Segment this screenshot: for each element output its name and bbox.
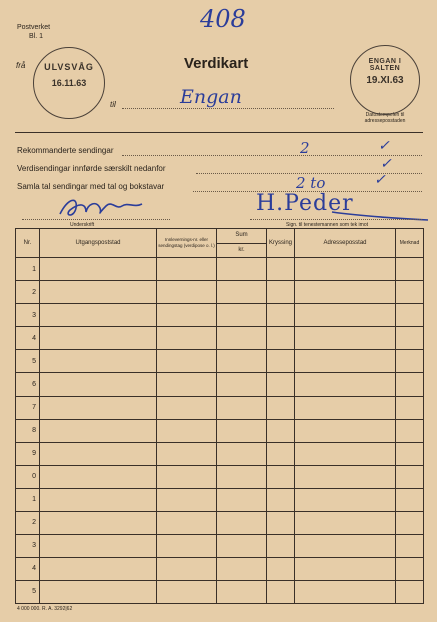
print-code: 4 000 000. R. A. 3292|62 xyxy=(17,606,73,612)
postmark-right-date: 19.XI.63 xyxy=(366,75,404,86)
col-header-crossing: Kryssing xyxy=(267,229,295,258)
table-row xyxy=(16,327,424,350)
sender-signature-line xyxy=(22,219,170,220)
table-cell xyxy=(295,373,396,396)
serial-number: 408 xyxy=(200,5,246,33)
table-cell xyxy=(217,396,267,419)
table-cell xyxy=(217,534,267,557)
table-cell xyxy=(396,419,424,442)
receiver-signature-caption: Sign. til tenestemannen som tek imot xyxy=(286,222,368,228)
table-cell xyxy=(295,442,396,465)
table-cell xyxy=(295,534,396,557)
table-cell xyxy=(217,442,267,465)
table-cell xyxy=(267,488,295,511)
table-cell xyxy=(295,304,396,327)
row-number: 3 xyxy=(16,304,40,327)
table-row xyxy=(16,488,424,511)
table-cell xyxy=(295,511,396,534)
postmark-left-place: ULVSVÅG xyxy=(44,62,94,72)
table-cell xyxy=(157,488,217,511)
table-cell xyxy=(267,304,295,327)
table-cell xyxy=(396,511,424,534)
row-number: 4 xyxy=(16,327,40,350)
table-cell xyxy=(396,327,424,350)
table-cell xyxy=(40,304,157,327)
receiver-signature: H.Peder xyxy=(256,191,354,216)
table-cell xyxy=(267,511,295,534)
table-cell xyxy=(157,557,217,580)
signature-stroke xyxy=(330,204,430,224)
table-cell xyxy=(40,580,157,603)
table-cell xyxy=(295,281,396,304)
table-cell xyxy=(157,373,217,396)
table-cell xyxy=(40,511,157,534)
table-cell xyxy=(267,327,295,350)
table-cell xyxy=(217,419,267,442)
check-mark-icon: ✓ xyxy=(374,172,386,188)
table-row xyxy=(16,304,424,327)
check-mark-icon: ✓ xyxy=(378,138,390,154)
table-cell xyxy=(295,350,396,373)
summary-value-total: 2 to xyxy=(296,174,326,192)
row-number: 1 xyxy=(16,488,40,511)
table-cell xyxy=(157,442,217,465)
table-cell xyxy=(396,281,424,304)
table-cell xyxy=(40,258,157,281)
table-row xyxy=(16,373,424,396)
table-cell xyxy=(217,580,267,603)
table-cell xyxy=(40,557,157,580)
table-row xyxy=(16,465,424,488)
check-mark-icon: ✓ xyxy=(380,156,392,172)
table-cell xyxy=(267,580,295,603)
col-header-destination: Adresseposstad xyxy=(295,229,396,258)
sender-signature-caption: Underskrift xyxy=(70,222,95,228)
table-row xyxy=(16,419,424,442)
table-row xyxy=(16,258,424,281)
date-stamp-note: Datostempelen til adresseposstaden xyxy=(364,112,406,124)
row-number: 2 xyxy=(16,511,40,534)
col-header-registration: Innlevernings-nr. eller sendingstag (verdipose o. l.) xyxy=(157,229,217,258)
form-id: Bl. 1 xyxy=(29,33,44,40)
summary-value-registered: 2 xyxy=(300,139,310,157)
table-cell xyxy=(295,419,396,442)
summary-label-registered: Rekommanderte sendingar xyxy=(17,146,114,155)
table-cell xyxy=(40,419,157,442)
table-row xyxy=(16,580,424,603)
table-cell xyxy=(396,465,424,488)
table-row xyxy=(16,534,424,557)
row-number: 5 xyxy=(16,580,40,603)
items-table xyxy=(15,228,424,604)
from-label: frå xyxy=(16,61,26,70)
table-cell xyxy=(40,373,157,396)
table-cell xyxy=(217,304,267,327)
table-cell xyxy=(157,304,217,327)
table-row xyxy=(16,350,424,373)
col-header-remarks: Merknad xyxy=(396,229,424,258)
col-header-sum: Sum xyxy=(217,229,267,244)
table-cell xyxy=(217,258,267,281)
table-cell xyxy=(40,488,157,511)
row-number: 2 xyxy=(16,281,40,304)
receiver-signature-line xyxy=(250,219,422,220)
row-number: 0 xyxy=(16,465,40,488)
header-divider xyxy=(15,132,423,133)
sender-signature xyxy=(56,194,166,222)
table-cell xyxy=(157,465,217,488)
table-cell xyxy=(396,580,424,603)
summary-label-total: Samla tal sendingar med tal og bokstavar xyxy=(17,182,165,191)
table-cell xyxy=(295,557,396,580)
table-cell xyxy=(396,258,424,281)
page-title: Verdikart xyxy=(184,55,249,72)
table-cell xyxy=(267,258,295,281)
table-cell xyxy=(396,488,424,511)
table-cell xyxy=(157,327,217,350)
row-number: 8 xyxy=(16,419,40,442)
table-cell xyxy=(157,396,217,419)
table-cell xyxy=(40,396,157,419)
summary-label-value-items: Verdisendingar innførde særskilt nedanfor xyxy=(17,164,166,173)
table-cell xyxy=(396,534,424,557)
col-header-origin: Utgangspoststad xyxy=(40,229,157,258)
table-cell xyxy=(295,327,396,350)
table-cell xyxy=(40,350,157,373)
row-number: 1 xyxy=(16,258,40,281)
table-cell xyxy=(267,281,295,304)
summary-line-registered xyxy=(122,155,422,156)
table-cell xyxy=(157,281,217,304)
table-cell xyxy=(267,350,295,373)
table-row xyxy=(16,396,424,419)
postmark-left-date: 16.11.63 xyxy=(51,78,87,88)
table-row xyxy=(16,557,424,580)
table-cell xyxy=(396,396,424,419)
table-cell xyxy=(267,373,295,396)
table-row xyxy=(16,442,424,465)
row-number: 4 xyxy=(16,557,40,580)
table-cell xyxy=(396,350,424,373)
table-cell xyxy=(157,580,217,603)
table-cell xyxy=(217,350,267,373)
table-cell xyxy=(267,465,295,488)
row-number: 6 xyxy=(16,373,40,396)
table-cell xyxy=(396,557,424,580)
table-cell xyxy=(217,281,267,304)
table-cell xyxy=(295,396,396,419)
row-number: 9 xyxy=(16,442,40,465)
table-cell xyxy=(40,327,157,350)
postmark-left xyxy=(33,47,105,119)
table-cell xyxy=(295,488,396,511)
table-cell xyxy=(217,373,267,396)
table-cell xyxy=(267,557,295,580)
table-cell xyxy=(217,557,267,580)
table-cell xyxy=(267,419,295,442)
table-cell xyxy=(267,534,295,557)
table-cell xyxy=(295,258,396,281)
row-number: 5 xyxy=(16,350,40,373)
table-cell xyxy=(295,465,396,488)
table-cell xyxy=(396,442,424,465)
table-cell xyxy=(396,304,424,327)
table-cell xyxy=(40,465,157,488)
to-label: til xyxy=(110,100,116,109)
table-cell xyxy=(40,534,157,557)
issuer: Postverket xyxy=(17,24,51,31)
table-cell xyxy=(396,373,424,396)
table-cell xyxy=(267,442,295,465)
to-value: Engan xyxy=(180,86,242,108)
table-cell xyxy=(157,258,217,281)
table-row xyxy=(16,281,424,304)
table-row xyxy=(16,511,424,534)
table-cell xyxy=(40,442,157,465)
col-header-nr: Nr. xyxy=(16,229,40,258)
table-cell xyxy=(267,396,295,419)
table-cell xyxy=(40,281,157,304)
table-cell xyxy=(295,580,396,603)
row-number: 7 xyxy=(16,396,40,419)
postmark-right xyxy=(350,45,420,115)
to-line xyxy=(122,108,334,109)
table-cell xyxy=(157,511,217,534)
postmark-right-place: ENGAN I SALTEN xyxy=(368,58,402,72)
table-cell xyxy=(157,534,217,557)
table-cell xyxy=(157,419,217,442)
table-cell xyxy=(217,465,267,488)
row-number: 3 xyxy=(16,534,40,557)
table-cell xyxy=(217,511,267,534)
table-cell xyxy=(217,327,267,350)
col-header-sum-unit: kr. xyxy=(217,243,267,258)
table-cell xyxy=(157,350,217,373)
table-cell xyxy=(217,488,267,511)
